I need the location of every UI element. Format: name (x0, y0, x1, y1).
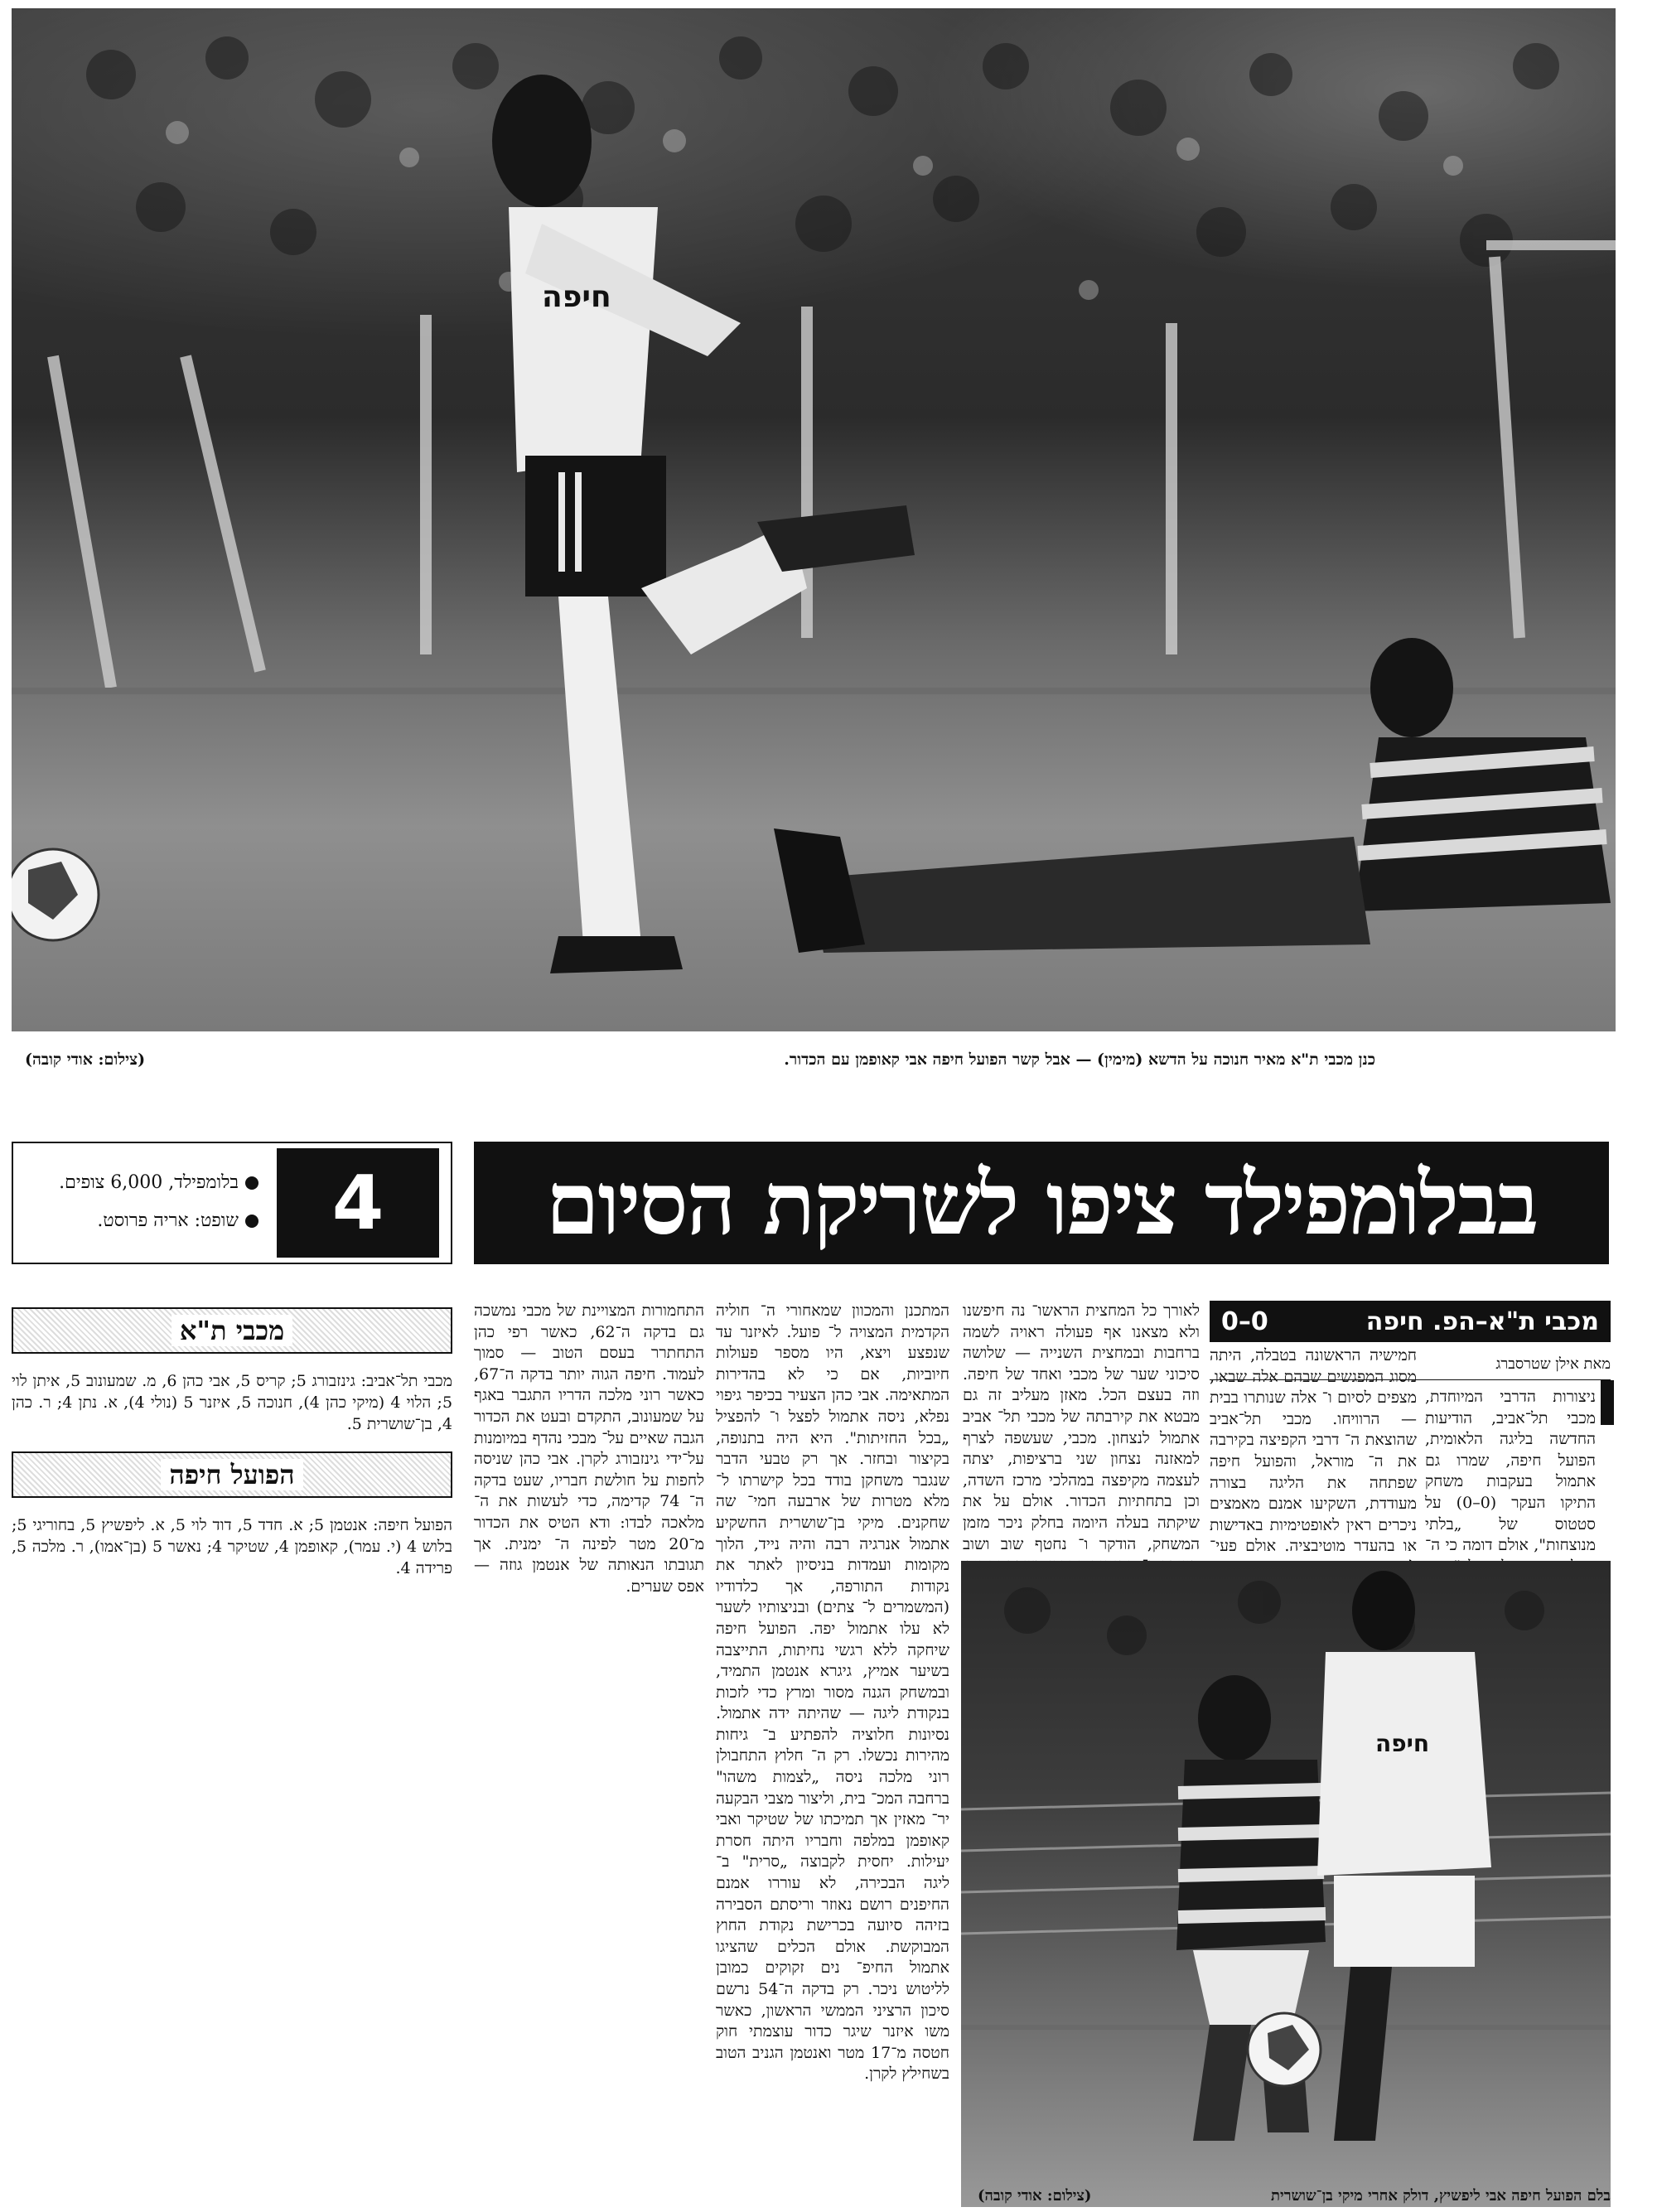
article-column-1: ניצורות הדרבי המיוחדת, מכבי תל־אביב, הודיעות החדשה בליגה הלאומית, הפועל חיפה, שמרו גם אתמול בעקבות משחק התיקו העקר (0–0) על סטטוס של „בלתי מנוצחות", אולם דומה כי ה־ (1425, 1388, 1597, 1555)
bullet-icon (245, 1215, 258, 1228)
fallen-player (774, 638, 1611, 953)
top-photo-caption: כנן מכבי ת"א מאיר חנוכה על הדשא (מימין) — אבל קשר הפועל חיפה אבי קאופמן עם הכדור. (784, 1050, 1375, 1069)
bottom-match-photo (961, 1561, 1611, 2207)
bottom-photo-caption: בלם הפועל חיפה אבי ליפשיץ, דולק אחרי מיקי בן־שושרית (1271, 2187, 1611, 2205)
article-column-3: לאורך כל המחצית הראשו־ נה חיפשנו ולא מצאנו אף פעולה ראויה לשמה ברחבות ובמחצית השנייה — שלושה סיכוני שער של מכבי ואחד של חיפה. וזה בעצם הכל. מאזן מעליב זה גם מבטא את קירבתה של מכבי תל־ אביב אתמול לנצחון. מכבי, שעשפה לצרף למאזנה נצחון שני ברציפות, יצתה לעצמה מקיפצה במהלכי מרכז השדה, וכן בתחתיות הכדור. אולם על את שיקתה בעלה היומה בחלק ניכר מזמן המשחק, הודקר ו־ נחטף שוב ושוב (963, 1302, 1200, 1553)
top-photo-scene (12, 8, 1616, 1031)
article-result: 0–0 (1221, 1306, 1268, 1336)
article-column-2: חמישיה הראשונה בטבלה, היתה מסוג המפגשים שבהם אלה שבאו, מצפים לסיום ו־ אלה שנותרו בבית — הרוויחו. מכבי תל־אביב שהוצאת ה־ דרבי הקפיצה בקירבה את ה־ מוראל, והפועל חיפה שפתחה את הליגה בצורה מעודדת, השקיעו אמנם מאמצים ניכרים ראין לאופטימיות באדישות או בהעדר מוטיבציה. אולם פעי־ (1210, 1346, 1417, 1556)
standing-player-jersey-text: חיפה (542, 280, 611, 314)
score-line-referee: שופט: אריה פרוסט. (97, 1210, 258, 1231)
team-header-maccabi: מכבי ת"א (12, 1307, 452, 1354)
score-line-venue: בלומפילד, 6,000 צופים. (59, 1171, 258, 1193)
article-column-5: התחמורות המצויינת של מכבי נמשכה גם בדקה ה־62, כאשר רפי כהן התחתרר בעסם הטוב — סמוך לעמוד. חיפה הגוה יותר בדקה ה־67, כאשר רוני מלכה הדריו התגבר באגף על שמעונוב, התקדם ובעט את הכדור הגבה שאיים על־ מבכי נהדף במיומנות על־ידי גינזבורג לקרן. אבי כהן שניסה לחפות על חולשת חבריו, שעט בדקה ה־ 74 קדימה, כדי לעשות את ה־ מלאכה לבדו: ודא הטיס את הכדור מ־20 מטר לפינה ה־ ימנית. אך תגובתו הנאותה של אנטמן גוזה — אפס שערים. (474, 1302, 704, 1596)
bullet-icon (245, 1176, 258, 1190)
white-jersey-text: חיפה (1375, 1730, 1430, 1757)
standing-player (492, 75, 915, 973)
lineup-hapoel: הפועל חיפה: אנטמן 5; א. חדד 5, דוד לוי 5, א. ליפשיץ 5, בחוריגי 5; בלוש 4 (י. עמר), קאופמן 4, שטיקר 4; נאשר 5 (בן־אמו), ר. מלכה 5, פרידה 4. (12, 1516, 453, 1577)
article-header (1210, 1301, 1611, 1342)
headline: בבלומפילד ציפו לשריקת הסיום (474, 1142, 1609, 1264)
bottom-photo-scene (961, 1561, 1611, 2207)
bottom-ball (1248, 2013, 1321, 2086)
score-number: 4 (277, 1148, 439, 1258)
score-box (12, 1142, 452, 1264)
top-match-photo (12, 8, 1616, 1031)
article-header-title: מכבי ת"א–הפ. חיפה (1365, 1306, 1599, 1336)
team-header-hapoel: הפועל חיפה (12, 1451, 452, 1498)
bottom-photo-credit: (צילום: אודי קובה) (978, 2187, 1092, 2205)
white-jersey-player (1317, 1571, 1491, 2141)
article-column-4: המתכנן והמכוון שמאחורי ה־ חוליה הקדמית המצויה ל־ פועל. לאיזנר עד שנפצע ויצא, היו מספר פעולות חיוביות, אם כי לא בהדירות המתאימה. אבי כהן הצעיר בכיפר גיפוי נפלא, ניסה אתמול לפצל ו־ להפציל „בכל החזיתות". היא היה בתנופה, בקיצור ובחזר. אך רק טבעי הדבר שנגבר משחקן בודד בכל קישרתו ל־ מלא מטרות של ארבעה חמי־ שה שחקנים. מיקי בן־שושרית החשקיע אתמול אנרגיה רבה והיה נייד, הלוך מקומות ועמדות בניסיון לאתר את נקודות התורפה, אך כלדודיו (המשמרים ל־ צתים) ובניצותיו לשער לא עלו אתמול יפה. הפועל חיפה שיחקה ללא רגשי נחיתות, התייצבה בשיער אמיץ, גיגרא אנטמן התמיד, ובמשחק הגנה מסור ומרץ כדי לזכות בנקודת ליגה — שהיתה ידה אתמול. נסיונות חלוציה להפתיע ב־ גיחות מהירות נכשלו. רק ה־ חלוץ התחבולן רוני מלכה ניסה „לצמות משהו" ברחבה המכ־ בית, וליצור מצבי הבקעה יר־ מאזין אך תמיכתו של שטיקר ואבי קאופמן במלפה וחבריו היתה חסרת יעילות. יחסית לקבוצה „סרית" ב־ ליגה הבכירה, לא עוררו אמנם החיפנים רושם נאוזר וריסתם הסבירה בזיהה סיועה בכרישת נקודת החוץ המבוקשת. אולם הכלים שהציגו אתמול החיפ־ נים זקוקים כמובן לליטוש ניכר. רק בדקה ה־54 נרשם סיכון הרציני הממשי הראשון, כאשר משו איזנר שיגר כדור עוצמתי חוק חטסה מ־17 מטר ואנטמן הגניב הטוב בשחילץ לקרן. (716, 1302, 949, 2084)
lineup-maccabi: מכבי תל־אביב: גינזבורג 5; קריס 5, אבי כהן 6, מ. שמעונוב 5, איתן לוי 5; הלוי 4 (מיקי כהן 4), חנוכה 5, איזנר 5 (נולי 4), א. נתן 4; ר. כהן 4, בן־שושרית 5. (12, 1372, 453, 1433)
ball (12, 849, 99, 940)
top-photo-credit: (צילום: אודי קובה) (25, 1050, 146, 1069)
drop-cap-block (1601, 1380, 1614, 1425)
byline: מאת אילן שטרסברג (1210, 1355, 1611, 1380)
